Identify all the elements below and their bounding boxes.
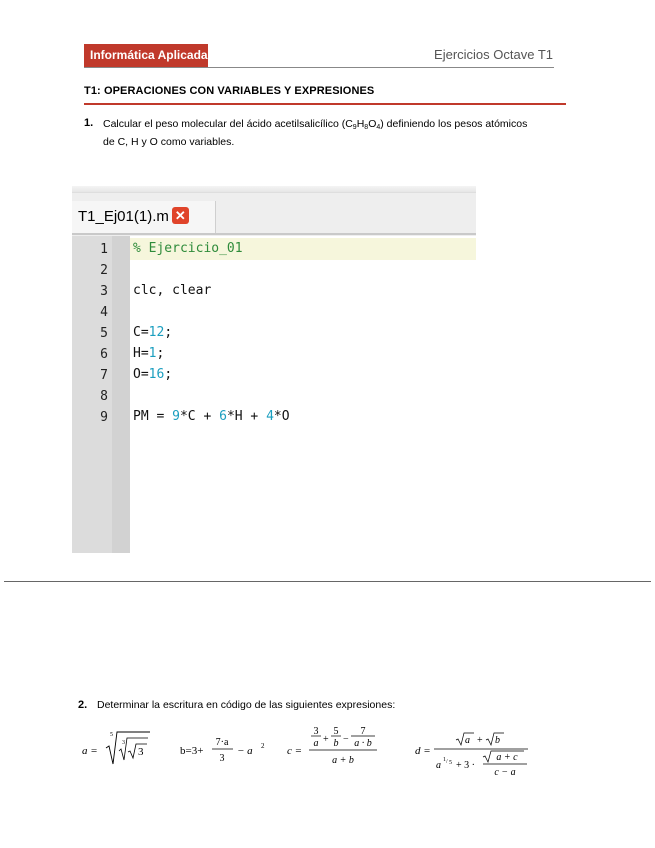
header-divider: [84, 67, 554, 68]
expr-c-minus: −: [343, 734, 349, 745]
expr-b-suffix: − a: [237, 745, 253, 757]
expr-c-f3-den: a · b: [354, 738, 372, 749]
expr-c-plus: +: [323, 734, 329, 745]
course-badge: Informática Aplicada: [84, 44, 208, 67]
expr-c-f2-den: b: [333, 738, 339, 749]
editor-tab[interactable]: [72, 201, 216, 233]
question-1-number: 1.: [84, 117, 94, 129]
line-number: 3: [100, 284, 108, 299]
expr-d-inner-num: a + c: [496, 752, 518, 763]
section-title: T1: OPERACIONES CON VARIABLES Y EXPRESIONES: [84, 85, 375, 97]
expr-b-prefix: b=3+: [180, 745, 204, 757]
code-line: C=12;: [133, 325, 173, 340]
expr-d-den-exp-num: 1: [443, 757, 446, 763]
code-line: clc, clear: [133, 283, 212, 298]
expr-d-num-b: b: [495, 735, 500, 746]
expr-b-denominator: 3: [219, 753, 225, 764]
code-line: PM = 9*C + 6*H + 4*O: [133, 409, 290, 424]
line-number: 4: [100, 305, 108, 320]
expr-a-lhs: a =: [82, 745, 98, 757]
editor-tab-label: T1_Ej01(1).m: [78, 208, 169, 225]
line-number: 8: [100, 389, 108, 404]
expr-c-f1-den: a: [313, 738, 319, 749]
editor-toolbar-strip: [72, 186, 476, 193]
expression-c: [287, 726, 377, 766]
expr-d-lhs: d =: [415, 745, 431, 757]
code-line: H=1;: [133, 346, 165, 361]
expr-b-exponent: 2: [261, 742, 265, 750]
line-number: 9: [100, 410, 108, 425]
tab-underline: [72, 233, 476, 235]
line-number: 2: [100, 263, 108, 278]
expr-c-f3-num: 7: [360, 726, 366, 737]
svg-text:/: /: [446, 759, 448, 765]
line-number: 5: [100, 326, 108, 341]
code-line-comment: % Ejercicio_01: [133, 241, 243, 256]
code-line: O=16;: [133, 367, 173, 382]
expr-d-den-mid: + 3 ·: [456, 760, 475, 771]
page-separator: [4, 581, 651, 582]
fold-gutter: [112, 236, 130, 553]
expr-d-num-a: a: [465, 735, 470, 746]
expr-b-numerator: 7·a: [215, 737, 229, 748]
question-2-number: 2.: [78, 699, 88, 711]
expression-d: [415, 733, 528, 778]
expr-d-inner-den: c − a: [494, 767, 516, 778]
section-underline: [84, 103, 566, 105]
expr-c-lhs: c =: [287, 745, 303, 757]
expr-c-f2-num: 5: [333, 726, 339, 737]
expr-c-f1-num: 3: [313, 726, 319, 737]
expr-d-num-plus: +: [477, 735, 483, 746]
line-number: 7: [100, 368, 108, 383]
question-1-text: Calcular el peso molecular del ácido acetilsalicílico $(C_9H_8O_4)$ definiendo los pesos atómicos de C, H y O como variables.: [103, 118, 528, 148]
document-title: Ejercicios Octave T1: [434, 47, 553, 62]
line-number: 1: [100, 242, 108, 257]
expr-a-index-inner: 3: [122, 740, 125, 746]
expression-a: [82, 732, 150, 764]
expr-a-index-outer: 5: [110, 732, 113, 738]
math-expressions: [0, 720, 655, 800]
expr-d-den-base: a: [436, 760, 441, 771]
expr-d-den-exp-den: 5: [449, 760, 452, 766]
close-icon[interactable]: ✕: [172, 207, 189, 224]
expr-a-radicand: 3: [138, 746, 144, 758]
expr-c-denominator: a + b: [332, 755, 354, 766]
line-number: 6: [100, 347, 108, 362]
expression-b: [180, 737, 265, 764]
question-2-text: Determinar la escritura en código de las siguientes expresiones:: [97, 699, 396, 711]
